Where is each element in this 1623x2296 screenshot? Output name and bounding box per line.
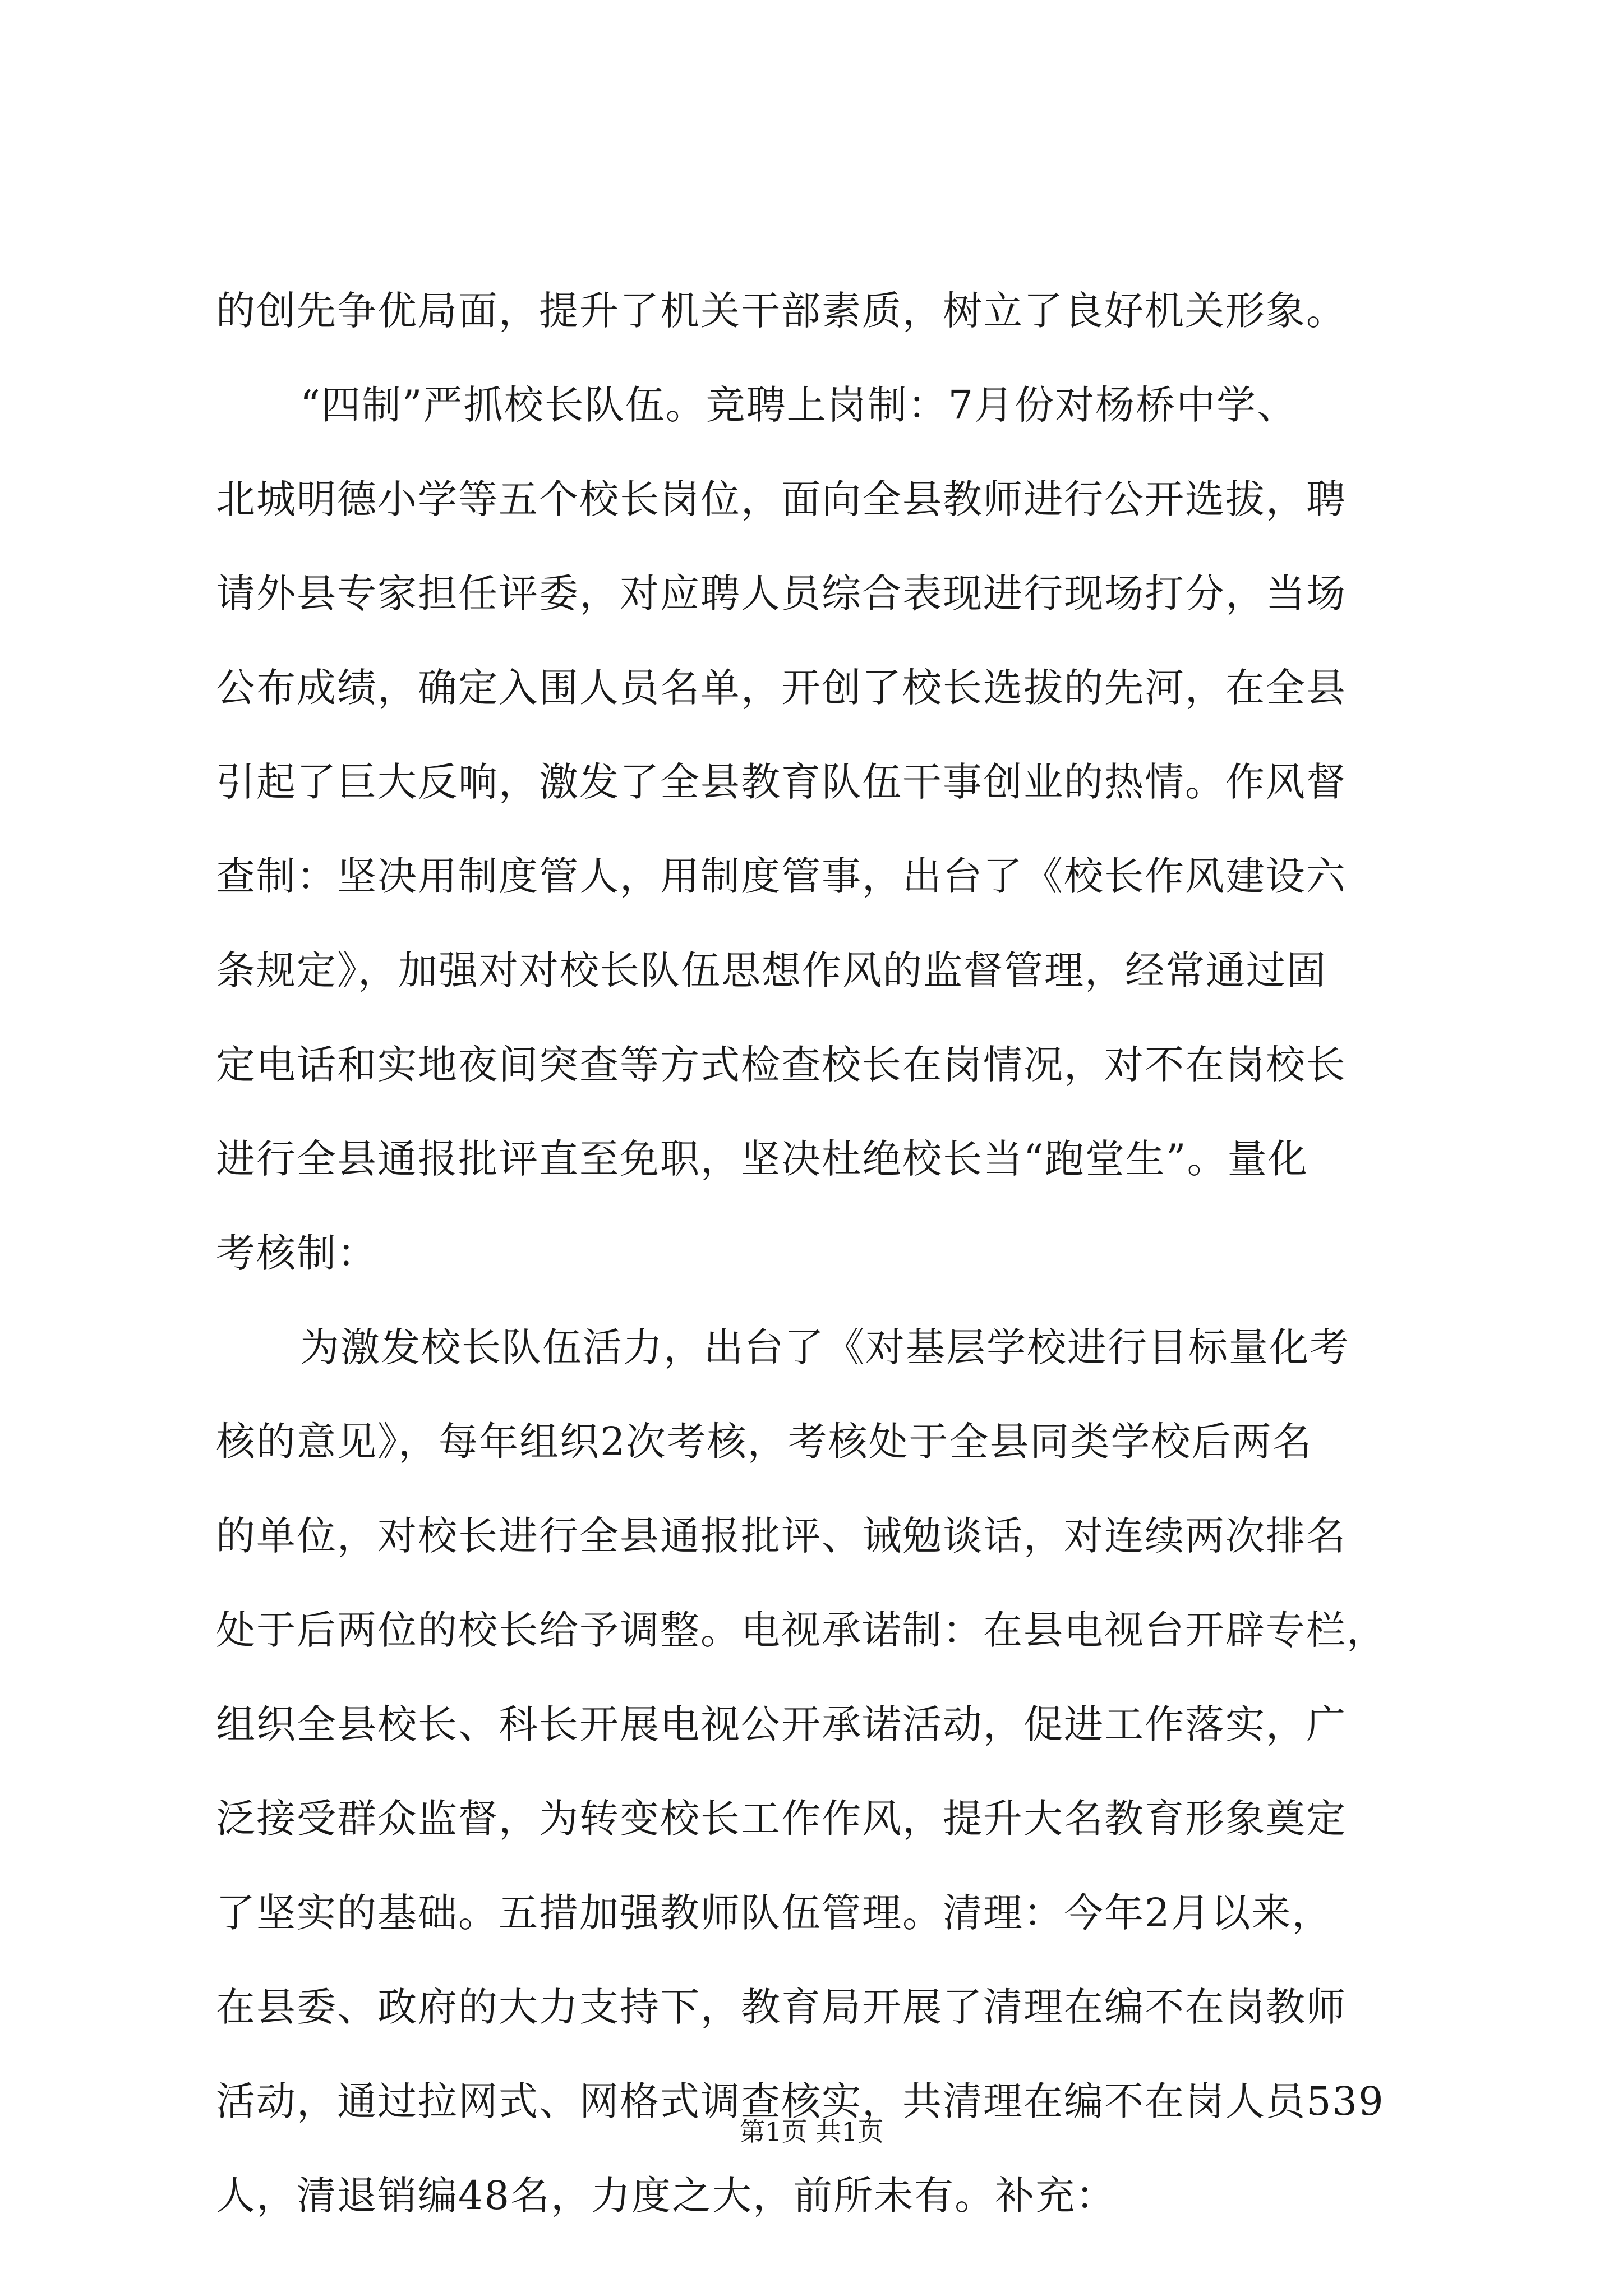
text-line: 考核制： bbox=[216, 1230, 377, 1276]
text-line: 的创先争优局面，提升了机关干部素质，树立了良好机关形象。 bbox=[216, 288, 1347, 334]
text-line: 公布成绩，确定入围人员名单，开创了校长选拔的先河，在全县 bbox=[216, 665, 1347, 711]
text-line: 定电话和实地夜间突查等方式检查校长在岗情况，对不在岗校长 bbox=[216, 1042, 1347, 1088]
text-line: 的单位，对校长进行全县通报批评、诫勉谈话，对连续两次排名 bbox=[216, 1513, 1347, 1559]
text-line: 了坚实的基础。五措加强教师队伍管理。清理：今年2月以来， bbox=[216, 1890, 1332, 1936]
text-line: 核的意见》，每年组织2次考核，考核处于全县同类学校后两名 bbox=[216, 1419, 1313, 1465]
text-line: 北城明德小学等五个校长岗位，面向全县教师进行公开选拔，聘 bbox=[216, 476, 1347, 522]
page-footer bbox=[0, 2115, 1623, 2148]
text-line: 活动，通过拉网式、网格式调查核实，共清理在编不在岗人员539 bbox=[216, 2078, 1385, 2124]
page-number-label: 第1页 共1页 bbox=[739, 2116, 884, 2147]
paragraph-first-line: 为激发校长队伍活力，出台了《对基层学校进行目标量化考 bbox=[300, 1324, 1350, 1370]
document-body bbox=[216, 264, 1433, 2243]
text-line: 进行全县通报批评直至免职，坚决杜绝校长当“跑堂生”。量化 bbox=[216, 1136, 1308, 1182]
text-line: 查制：坚决用制度管人，用制度管事，出台了《校长作风建设六 bbox=[216, 853, 1347, 899]
text-line: 处于后两位的校长给予调整。电视承诺制：在县电视台开辟专栏， bbox=[216, 1607, 1387, 1653]
text-line: 在县委、政府的大力支持下，教育局开展了清理在编不在岗教师 bbox=[216, 1984, 1347, 2030]
text-line: 人，清退销编48名，力度之大，前所未有。补充： bbox=[216, 2173, 1117, 2219]
text-line: 引起了巨大反响，激发了全县教育队伍干事创业的热情。作风督 bbox=[216, 759, 1347, 805]
text-line: 组织全县校长、科长开展电视公开承诺活动，促进工作落实，广 bbox=[216, 1701, 1347, 1747]
paragraph-first-line: “四制”严抓校长队伍。竞聘上岗制：7月份对杨桥中学、 bbox=[300, 382, 1298, 428]
text-line: 请外县专家担任评委，对应聘人员综合表现进行现场打分，当场 bbox=[216, 570, 1347, 616]
text-line: 泛接受群众监督，为转变校长工作作风，提升大名教育形象奠定 bbox=[216, 1796, 1347, 1842]
text-line: 条规定》，加强对对校长队伍思想作风的监督管理，经常通过固 bbox=[216, 947, 1327, 993]
